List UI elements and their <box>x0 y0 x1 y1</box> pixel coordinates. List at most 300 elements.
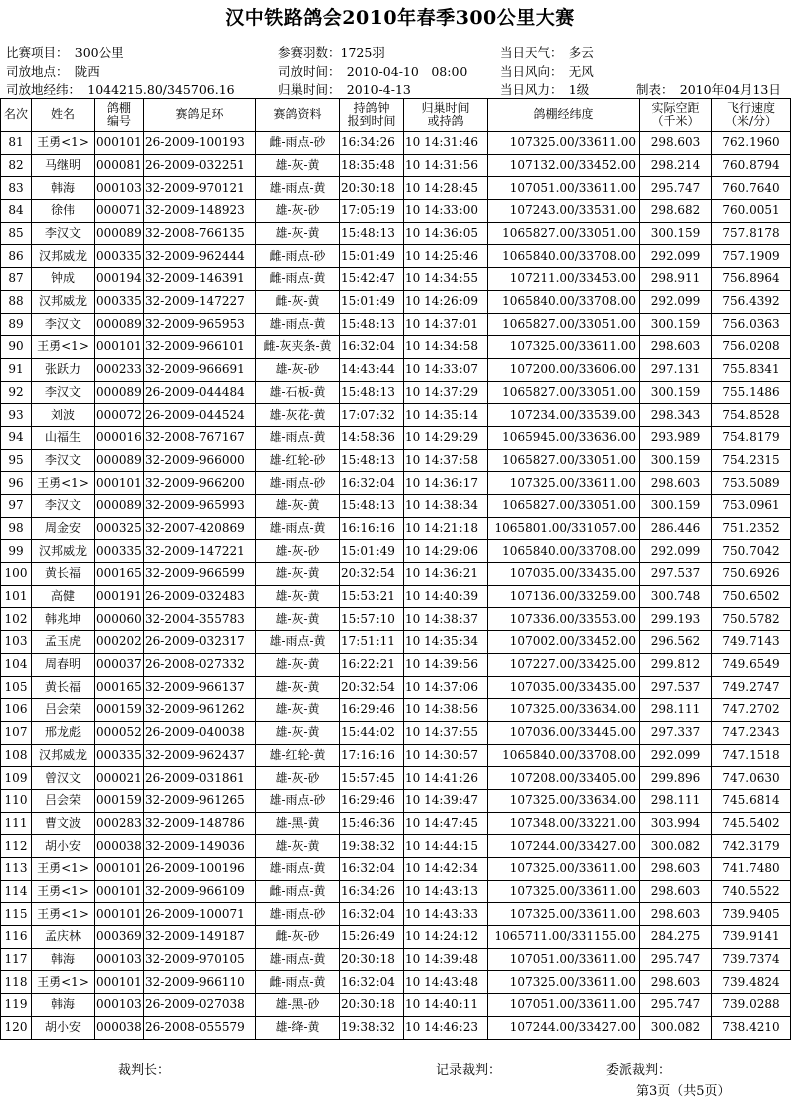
meta-tabulated-date: 制表： 2010年04月13日 <box>636 82 781 97</box>
meta-release-coords: 司放地经纬： 1044215.80/345706.16 <box>6 82 235 97</box>
cell-name: 王勇<1> <box>32 858 95 881</box>
page-number: 第3页（共5页） <box>636 1084 731 1099</box>
cell-loft-coords: 107200.00/33606.00 <box>488 358 640 381</box>
cell-bird-info: 雄-灰花-黄 <box>256 404 340 427</box>
cell-arrival-time: 10 14:39:48 <box>404 948 488 971</box>
cell-loft-coords: 1065827.00/33051.00 <box>488 495 640 518</box>
cell-ring-number: 26-2008-027332 <box>144 653 256 676</box>
cell-arrival-time: 10 14:35:14 <box>404 404 488 427</box>
cell-speed: 747.1518 <box>712 744 791 767</box>
cell-bird-info: 雄-雨点-黄 <box>256 948 340 971</box>
cell-distance: 298.603 <box>640 132 712 155</box>
cell-arrival-time: 10 14:21:18 <box>404 517 488 540</box>
cell-clock-time: 17:07:32 <box>340 404 404 427</box>
cell-speed: 739.9405 <box>712 903 791 926</box>
cell-rank: 97 <box>1 495 32 518</box>
cell-loft-coords: 107051.00/33611.00 <box>488 948 640 971</box>
cell-speed: 755.8341 <box>712 358 791 381</box>
cell-loft-id: 000101 <box>95 336 144 359</box>
cell-loft-coords: 107243.00/33531.00 <box>488 200 640 223</box>
cell-bird-info: 雄-灰-砂 <box>256 358 340 381</box>
cell-name: 吕会荣 <box>32 789 95 812</box>
cell-ring-number: 32-2009-147227 <box>144 290 256 313</box>
cell-name: 王勇<1> <box>32 903 95 926</box>
cell-clock-time: 15:46:36 <box>340 812 404 835</box>
cell-name: 王勇<1> <box>32 971 95 994</box>
table-row <box>1 971 791 994</box>
cell-clock-time: 15:26:49 <box>340 926 404 949</box>
cell-name: 汉邦威龙 <box>32 245 95 268</box>
cell-loft-coords: 107325.00/33611.00 <box>488 336 640 359</box>
recorder-referee-label: 记录裁判： <box>436 1063 502 1078</box>
table-row <box>1 653 791 676</box>
cell-rank: 115 <box>1 903 32 926</box>
cell-loft-id: 000159 <box>95 699 144 722</box>
cell-ring-number: 26-2009-044484 <box>144 381 256 404</box>
cell-ring-number: 32-2009-962437 <box>144 744 256 767</box>
cell-rank: 93 <box>1 404 32 427</box>
cell-loft-id: 000071 <box>95 200 144 223</box>
cell-clock-time: 19:38:32 <box>340 1016 404 1039</box>
table-row <box>1 177 791 200</box>
table-row <box>1 948 791 971</box>
cell-bird-info: 雄-灰-黄 <box>256 653 340 676</box>
cell-loft-id: 000335 <box>95 245 144 268</box>
table-row <box>1 721 791 744</box>
meta-return-time: 归巢时间： 2010-4-13 <box>278 82 411 97</box>
cell-loft-id: 000089 <box>95 449 144 472</box>
cell-rank: 89 <box>1 313 32 336</box>
cell-ring-number: 26-2009-032317 <box>144 631 256 654</box>
cell-loft-id: 000081 <box>95 154 144 177</box>
cell-rank: 116 <box>1 926 32 949</box>
table-row <box>1 1016 791 1039</box>
cell-arrival-time: 10 14:36:17 <box>404 472 488 495</box>
meta-wind-direction: 当日风向： 无风 <box>500 64 594 79</box>
table-row <box>1 903 791 926</box>
cell-speed: 750.6926 <box>712 563 791 586</box>
meta-release-place: 司放地点： 陇西 <box>6 64 100 79</box>
cell-ring-number: 32-2009-966137 <box>144 676 256 699</box>
cell-rank: 107 <box>1 721 32 744</box>
cell-clock-time: 16:34:26 <box>340 880 404 903</box>
cell-bird-info: 雄-灰-黄 <box>256 699 340 722</box>
cell-arrival-time: 10 14:40:11 <box>404 994 488 1017</box>
cell-ring-number: 32-2009-966110 <box>144 971 256 994</box>
cell-arrival-time: 10 14:39:47 <box>404 789 488 812</box>
cell-loft-coords: 107325.00/33634.00 <box>488 789 640 812</box>
cell-speed: 740.5522 <box>712 880 791 903</box>
cell-rank: 90 <box>1 336 32 359</box>
cell-speed: 757.8178 <box>712 222 791 245</box>
cell-clock-time: 15:48:13 <box>340 495 404 518</box>
cell-speed: 754.2315 <box>712 449 791 472</box>
cell-clock-time: 16:32:04 <box>340 858 404 881</box>
cell-bird-info: 雄-灰-砂 <box>256 767 340 790</box>
cell-bird-info: 雄-雨点-砂 <box>256 903 340 926</box>
cell-loft-coords: 1065801.00/331057.00 <box>488 517 640 540</box>
cell-distance: 292.099 <box>640 540 712 563</box>
cell-loft-id: 000325 <box>95 517 144 540</box>
cell-loft-coords: 1065840.00/33708.00 <box>488 744 640 767</box>
cell-clock-time: 15:48:13 <box>340 313 404 336</box>
cell-bird-info: 雌-灰-砂 <box>256 926 340 949</box>
cell-arrival-time: 10 14:33:00 <box>404 200 488 223</box>
cell-rank: 83 <box>1 177 32 200</box>
cell-ring-number: 32-2009-966691 <box>144 358 256 381</box>
cell-loft-id: 000202 <box>95 631 144 654</box>
table-row <box>1 381 791 404</box>
cell-loft-coords: 1065840.00/33708.00 <box>488 540 640 563</box>
cell-loft-id: 000072 <box>95 404 144 427</box>
table-row <box>1 631 791 654</box>
cell-bird-info: 雄-石板-黄 <box>256 381 340 404</box>
cell-clock-time: 15:48:13 <box>340 381 404 404</box>
meta-wind-force: 当日风力： 1级 <box>500 82 590 97</box>
cell-loft-id: 000089 <box>95 222 144 245</box>
table-row <box>1 880 791 903</box>
cell-bird-info: 雌-雨点-黄 <box>256 268 340 291</box>
cell-bird-info: 雄-黑-黄 <box>256 812 340 835</box>
cell-arrival-time: 10 14:26:09 <box>404 290 488 313</box>
cell-clock-time: 16:32:04 <box>340 336 404 359</box>
cell-loft-id: 000335 <box>95 540 144 563</box>
cell-arrival-time: 10 14:35:34 <box>404 631 488 654</box>
cell-bird-info: 雄-雨点-黄 <box>256 517 340 540</box>
cell-arrival-time: 10 14:37:55 <box>404 721 488 744</box>
cell-loft-coords: 107211.00/33453.00 <box>488 268 640 291</box>
cell-ring-number: 32-2009-148923 <box>144 200 256 223</box>
cell-rank: 117 <box>1 948 32 971</box>
cell-speed: 760.8794 <box>712 154 791 177</box>
meta-entry-count: 参赛羽数：1725羽 <box>278 45 385 60</box>
cell-loft-id: 000194 <box>95 268 144 291</box>
cell-bird-info: 雄-雨点-黄 <box>256 313 340 336</box>
cell-loft-id: 000038 <box>95 835 144 858</box>
cell-name: 曹文波 <box>32 812 95 835</box>
cell-loft-coords: 107036.00/33445.00 <box>488 721 640 744</box>
cell-clock-time: 20:30:18 <box>340 948 404 971</box>
cell-bird-info: 雌-雨点-黄 <box>256 971 340 994</box>
cell-rank: 94 <box>1 426 32 449</box>
cell-rank: 82 <box>1 154 32 177</box>
cell-speed: 739.0288 <box>712 994 791 1017</box>
cell-ring-number: 32-2007-420869 <box>144 517 256 540</box>
cell-ring-number: 32-2009-966000 <box>144 449 256 472</box>
table-row <box>1 449 791 472</box>
cell-rank: 112 <box>1 835 32 858</box>
cell-ring-number: 32-2009-148786 <box>144 812 256 835</box>
cell-rank: 95 <box>1 449 32 472</box>
cell-arrival-time: 10 14:33:07 <box>404 358 488 381</box>
cell-ring-number: 26-2009-027038 <box>144 994 256 1017</box>
cell-rank: 92 <box>1 381 32 404</box>
cell-loft-coords: 1065945.00/33636.00 <box>488 426 640 449</box>
table-row <box>1 132 791 155</box>
cell-loft-id: 000103 <box>95 948 144 971</box>
cell-loft-id: 000021 <box>95 767 144 790</box>
cell-distance: 300.748 <box>640 585 712 608</box>
cell-rank: 105 <box>1 676 32 699</box>
cell-loft-coords: 107325.00/33634.00 <box>488 699 640 722</box>
cell-speed: 747.2702 <box>712 699 791 722</box>
cell-distance: 303.994 <box>640 812 712 835</box>
cell-arrival-time: 10 14:37:01 <box>404 313 488 336</box>
cell-loft-coords: 107244.00/33427.00 <box>488 835 640 858</box>
table-row <box>1 154 791 177</box>
results-table <box>0 98 791 1040</box>
cell-loft-coords: 107234.00/33539.00 <box>488 404 640 427</box>
table-row <box>1 313 791 336</box>
cell-rank: 102 <box>1 608 32 631</box>
cell-loft-coords: 107132.00/33452.00 <box>488 154 640 177</box>
cell-loft-coords: 107002.00/33452.00 <box>488 631 640 654</box>
cell-distance: 297.337 <box>640 721 712 744</box>
cell-arrival-time: 10 14:44:15 <box>404 835 488 858</box>
cell-distance: 298.343 <box>640 404 712 427</box>
cell-ring-number: 32-2009-966200 <box>144 472 256 495</box>
cell-distance: 298.603 <box>640 472 712 495</box>
cell-distance: 284.275 <box>640 926 712 949</box>
table-row <box>1 767 791 790</box>
meta-race-item: 比赛项目： 300公里 <box>6 45 124 60</box>
cell-rank: 104 <box>1 653 32 676</box>
cell-name: 周春明 <box>32 653 95 676</box>
cell-distance: 300.159 <box>640 495 712 518</box>
cell-clock-time: 15:42:47 <box>340 268 404 291</box>
cell-arrival-time: 10 14:42:34 <box>404 858 488 881</box>
cell-name: 汉邦威龙 <box>32 290 95 313</box>
cell-bird-info: 雄-灰-砂 <box>256 200 340 223</box>
table-row <box>1 994 791 1017</box>
column-header: 鸽棚经纬度 <box>488 99 640 132</box>
cell-loft-id: 000060 <box>95 608 144 631</box>
cell-ring-number: 32-2009-970121 <box>144 177 256 200</box>
cell-ring-number: 32-2009-966109 <box>144 880 256 903</box>
cell-clock-time: 16:32:04 <box>340 903 404 926</box>
cell-name: 徐伟 <box>32 200 95 223</box>
cell-name: 李汉文 <box>32 222 95 245</box>
cell-rank: 88 <box>1 290 32 313</box>
cell-distance: 298.911 <box>640 268 712 291</box>
cell-clock-time: 15:01:49 <box>340 245 404 268</box>
cell-bird-info: 雄-红轮-黄 <box>256 744 340 767</box>
cell-loft-id: 000233 <box>95 358 144 381</box>
column-header: 姓名 <box>32 99 95 132</box>
cell-ring-number: 32-2009-965993 <box>144 495 256 518</box>
cell-clock-time: 16:22:21 <box>340 653 404 676</box>
cell-bird-info: 雌-灰-黄 <box>256 290 340 313</box>
cell-loft-id: 000335 <box>95 744 144 767</box>
cell-name: 吕会荣 <box>32 699 95 722</box>
cell-name: 曾汉文 <box>32 767 95 790</box>
cell-speed: 742.3179 <box>712 835 791 858</box>
table-row <box>1 699 791 722</box>
table-body <box>1 132 791 1040</box>
cell-clock-time: 18:35:48 <box>340 154 404 177</box>
cell-distance: 300.159 <box>640 449 712 472</box>
cell-distance: 300.082 <box>640 1016 712 1039</box>
cell-loft-id: 000101 <box>95 472 144 495</box>
cell-speed: 749.2747 <box>712 676 791 699</box>
table-row <box>1 608 791 631</box>
cell-ring-number: 26-2009-100196 <box>144 858 256 881</box>
cell-rank: 114 <box>1 880 32 903</box>
cell-rank: 100 <box>1 563 32 586</box>
cell-speed: 750.6502 <box>712 585 791 608</box>
cell-clock-time: 16:29:46 <box>340 699 404 722</box>
cell-arrival-time: 10 14:36:05 <box>404 222 488 245</box>
cell-speed: 738.4210 <box>712 1016 791 1039</box>
cell-clock-time: 14:43:44 <box>340 358 404 381</box>
cell-ring-number: 32-2009-149187 <box>144 926 256 949</box>
cell-distance: 298.111 <box>640 699 712 722</box>
cell-loft-id: 000103 <box>95 177 144 200</box>
cell-arrival-time: 10 14:34:55 <box>404 268 488 291</box>
cell-loft-coords: 107035.00/33435.00 <box>488 676 640 699</box>
cell-clock-time: 20:32:54 <box>340 563 404 586</box>
table-row <box>1 540 791 563</box>
table-row <box>1 200 791 223</box>
table-row <box>1 290 791 313</box>
meta-weather: 当日天气： 多云 <box>500 45 594 60</box>
cell-loft-id: 000089 <box>95 495 144 518</box>
cell-bird-info: 雄-雨点-砂 <box>256 472 340 495</box>
cell-arrival-time: 10 14:29:06 <box>404 540 488 563</box>
table-row <box>1 268 791 291</box>
cell-rank: 103 <box>1 631 32 654</box>
cell-loft-id: 000016 <box>95 426 144 449</box>
cell-distance: 300.159 <box>640 222 712 245</box>
cell-arrival-time: 10 14:30:57 <box>404 744 488 767</box>
cell-name: 刘波 <box>32 404 95 427</box>
cell-speed: 760.7640 <box>712 177 791 200</box>
cell-distance: 297.537 <box>640 676 712 699</box>
cell-bird-info: 雄-灰-黄 <box>256 495 340 518</box>
cell-speed: 756.8964 <box>712 268 791 291</box>
cell-clock-time: 19:38:32 <box>340 835 404 858</box>
cell-speed: 760.0051 <box>712 200 791 223</box>
cell-rank: 109 <box>1 767 32 790</box>
cell-distance: 299.896 <box>640 767 712 790</box>
cell-loft-id: 000101 <box>95 880 144 903</box>
table-row <box>1 926 791 949</box>
cell-rank: 86 <box>1 245 32 268</box>
cell-arrival-time: 10 14:40:39 <box>404 585 488 608</box>
cell-name: 王勇<1> <box>32 336 95 359</box>
cell-ring-number: 32-2009-961262 <box>144 699 256 722</box>
cell-speed: 750.7042 <box>712 540 791 563</box>
cell-distance: 297.131 <box>640 358 712 381</box>
table-header-row <box>1 99 791 132</box>
cell-loft-coords: 107051.00/33611.00 <box>488 994 640 1017</box>
cell-clock-time: 15:57:10 <box>340 608 404 631</box>
cell-loft-coords: 107325.00/33611.00 <box>488 858 640 881</box>
chief-referee-label: 裁判长： <box>118 1063 171 1078</box>
cell-ring-number: 32-2009-966101 <box>144 336 256 359</box>
cell-rank: 84 <box>1 200 32 223</box>
cell-arrival-time: 10 14:25:46 <box>404 245 488 268</box>
cell-speed: 753.5089 <box>712 472 791 495</box>
cell-ring-number: 26-2008-055579 <box>144 1016 256 1039</box>
cell-clock-time: 17:05:19 <box>340 200 404 223</box>
cell-name: 韩海 <box>32 948 95 971</box>
cell-bird-info: 雄-雨点-黄 <box>256 177 340 200</box>
cell-rank: 85 <box>1 222 32 245</box>
cell-ring-number: 32-2009-966599 <box>144 563 256 586</box>
table-row <box>1 336 791 359</box>
cell-distance: 298.603 <box>640 880 712 903</box>
cell-ring-number: 26-2009-032251 <box>144 154 256 177</box>
cell-name: 李汉文 <box>32 449 95 472</box>
cell-loft-id: 000335 <box>95 290 144 313</box>
cell-speed: 756.4392 <box>712 290 791 313</box>
cell-distance: 292.099 <box>640 290 712 313</box>
cell-ring-number: 32-2009-961265 <box>144 789 256 812</box>
cell-clock-time: 16:32:04 <box>340 472 404 495</box>
cell-name: 张跃力 <box>32 358 95 381</box>
cell-arrival-time: 10 14:39:56 <box>404 653 488 676</box>
cell-speed: 747.2343 <box>712 721 791 744</box>
cell-clock-time: 16:29:46 <box>340 789 404 812</box>
cell-arrival-time: 10 14:41:26 <box>404 767 488 790</box>
cell-speed: 741.7480 <box>712 858 791 881</box>
cell-ring-number: 26-2009-031861 <box>144 767 256 790</box>
cell-ring-number: 26-2009-100193 <box>144 132 256 155</box>
table-row <box>1 404 791 427</box>
cell-loft-id: 000165 <box>95 676 144 699</box>
cell-bird-info: 雄-灰-黄 <box>256 676 340 699</box>
cell-speed: 754.8179 <box>712 426 791 449</box>
cell-bird-info: 雄-雨点-黄 <box>256 858 340 881</box>
cell-loft-coords: 107035.00/33435.00 <box>488 563 640 586</box>
cell-clock-time: 15:44:02 <box>340 721 404 744</box>
cell-arrival-time: 10 14:37:58 <box>404 449 488 472</box>
cell-loft-id: 000101 <box>95 971 144 994</box>
cell-arrival-time: 10 14:31:46 <box>404 132 488 155</box>
cell-loft-id: 000191 <box>95 585 144 608</box>
cell-loft-id: 000103 <box>95 994 144 1017</box>
cell-bird-info: 雄-灰-砂 <box>256 540 340 563</box>
cell-bird-info: 雄-雨点-黄 <box>256 631 340 654</box>
cell-distance: 292.099 <box>640 245 712 268</box>
cell-speed: 751.2352 <box>712 517 791 540</box>
cell-name: 韩兆坤 <box>32 608 95 631</box>
cell-rank: 91 <box>1 358 32 381</box>
cell-name: 周金安 <box>32 517 95 540</box>
cell-clock-time: 16:16:16 <box>340 517 404 540</box>
cell-distance: 297.537 <box>640 563 712 586</box>
cell-loft-coords: 107336.00/33553.00 <box>488 608 640 631</box>
cell-clock-time: 20:32:54 <box>340 676 404 699</box>
cell-speed: 750.5782 <box>712 608 791 631</box>
cell-name: 韩海 <box>32 177 95 200</box>
page-title: 汉中铁路鸽会2010年春季300公里大赛 <box>225 7 575 29</box>
cell-arrival-time: 10 14:29:29 <box>404 426 488 449</box>
cell-rank: 118 <box>1 971 32 994</box>
cell-loft-coords: 107136.00/33259.00 <box>488 585 640 608</box>
cell-arrival-time: 10 14:36:21 <box>404 563 488 586</box>
cell-distance: 296.562 <box>640 631 712 654</box>
cell-name: 李汉文 <box>32 313 95 336</box>
cell-distance: 300.159 <box>640 313 712 336</box>
cell-rank: 87 <box>1 268 32 291</box>
cell-ring-number: 32-2004-355783 <box>144 608 256 631</box>
cell-speed: 757.1909 <box>712 245 791 268</box>
cell-loft-id: 000089 <box>95 313 144 336</box>
cell-speed: 739.7374 <box>712 948 791 971</box>
cell-speed: 753.0961 <box>712 495 791 518</box>
